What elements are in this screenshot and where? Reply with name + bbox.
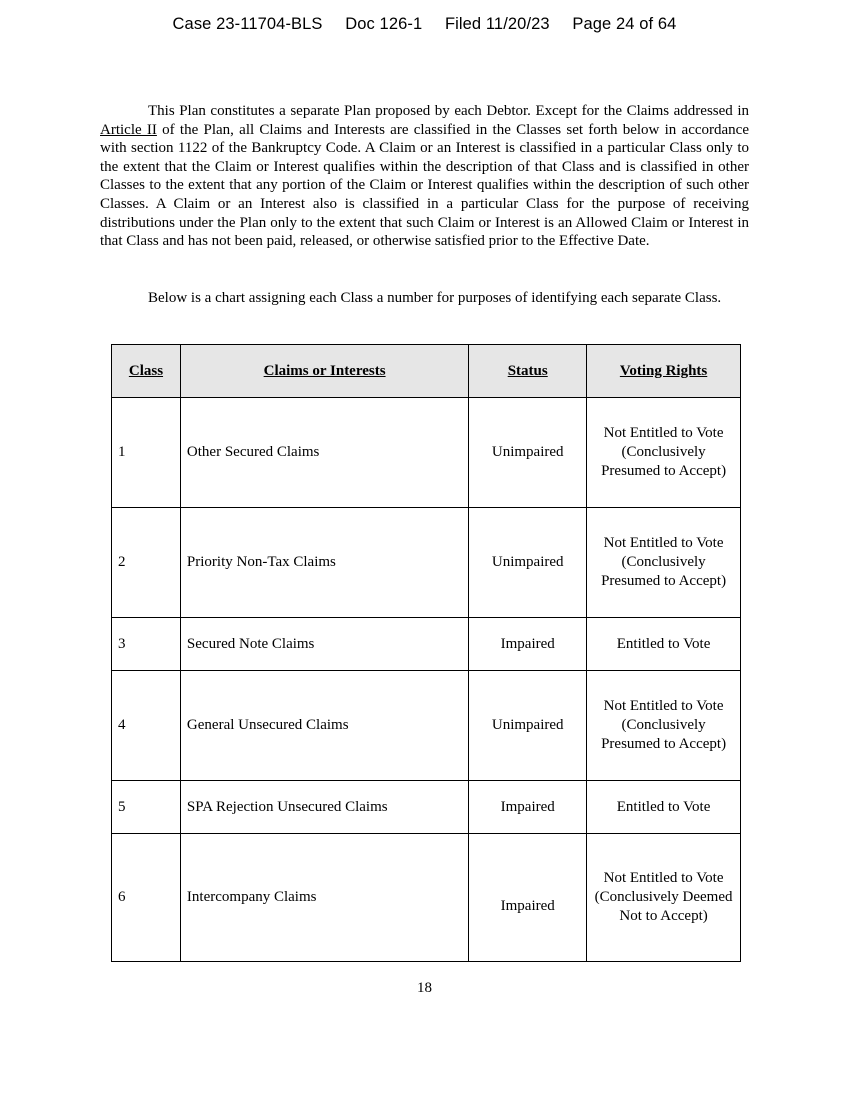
voting-rights-value: Entitled to Vote xyxy=(587,781,741,834)
claims-description: Priority Non-Tax Claims xyxy=(180,508,468,618)
header-claims-or-interests: Claims or Interests xyxy=(180,345,468,398)
table-row xyxy=(112,508,741,618)
class-number: 1 xyxy=(112,398,181,508)
status-value: Unimpaired xyxy=(469,508,587,618)
classification-paragraph xyxy=(100,102,749,251)
header-status: Status xyxy=(469,345,587,398)
claims-description: General Unsecured Claims xyxy=(180,671,468,781)
status-value: Unimpaired xyxy=(469,671,587,781)
claims-description: SPA Rejection Unsecured Claims xyxy=(180,781,468,834)
claims-description: Secured Note Claims xyxy=(180,618,468,671)
chart-intro-text: Below is a chart assigning each Class a number for purposes of identifying each separate Class. xyxy=(148,290,722,306)
voting-rights-value: Not Entitled to Vote (Conclusively Presumed to Accept) xyxy=(587,508,741,618)
class-number: 3 xyxy=(112,618,181,671)
paragraph-text-end: of the Plan, all Claims and Interests are classified in the Classes set forth below in accordance with section 1122 of the Bankruptcy Code. A Claim or an Interest is classified in a particular Class only to the extent that the Claim or Interest qualifies within the description of that Class and is classified in other Classes to the extent that any portion of the Claim or Interest qualifies within the description of such other Classes. A Claim or an Interest also is classified in a particular Class for the purpose of receiving distributions under the Plan only to the extent that such Claim or Interest is an Allowed Claim or Interest in that Class and has not been paid, released, or otherwise satisfied prior to the Effective Date. xyxy=(100,121,750,250)
status-value: Impaired xyxy=(469,618,587,671)
class-number: 5 xyxy=(112,781,181,834)
table-header-row xyxy=(112,345,741,398)
filed-date: Filed 11/20/23 xyxy=(444,15,550,33)
document-number: Doc 126-1 xyxy=(345,15,423,33)
case-number: Case 23-11704-BLS xyxy=(172,15,323,33)
court-filing-header xyxy=(0,15,849,34)
table-row xyxy=(112,618,741,671)
page-number: 18 xyxy=(417,980,432,996)
table-row xyxy=(112,671,741,781)
article-ii-reference: Article II xyxy=(100,121,157,138)
page-count: Page 24 of 64 xyxy=(572,15,677,33)
voting-rights-value: Entitled to Vote xyxy=(587,618,741,671)
status-value: Unimpaired xyxy=(469,398,587,508)
class-number: 2 xyxy=(112,508,181,618)
paragraph-text-start: This Plan constitutes a separate Plan proposed by each Debtor. Except for the Claims addressed in xyxy=(148,103,749,119)
voting-rights-value: Not Entitled to Vote (Conclusively Presumed to Accept) xyxy=(587,671,741,781)
claims-description: Intercompany Claims xyxy=(180,834,468,962)
class-chart-table xyxy=(111,344,741,962)
table-row xyxy=(112,834,741,962)
status-value: Impaired xyxy=(469,834,587,962)
status-value: Impaired xyxy=(469,781,587,834)
voting-rights-value: Not Entitled to Vote (Conclusively Deemed Not to Accept) xyxy=(587,834,741,962)
chart-intro-paragraph xyxy=(100,289,749,308)
header-voting-rights: Voting Rights xyxy=(587,345,741,398)
table-row xyxy=(112,781,741,834)
class-number: 6 xyxy=(112,834,181,962)
claims-description: Other Secured Claims xyxy=(180,398,468,508)
table-row xyxy=(112,398,741,508)
voting-rights-value: Not Entitled to Vote (Conclusively Presumed to Accept) xyxy=(587,398,741,508)
class-number: 4 xyxy=(112,671,181,781)
header-class: Class xyxy=(112,345,181,398)
